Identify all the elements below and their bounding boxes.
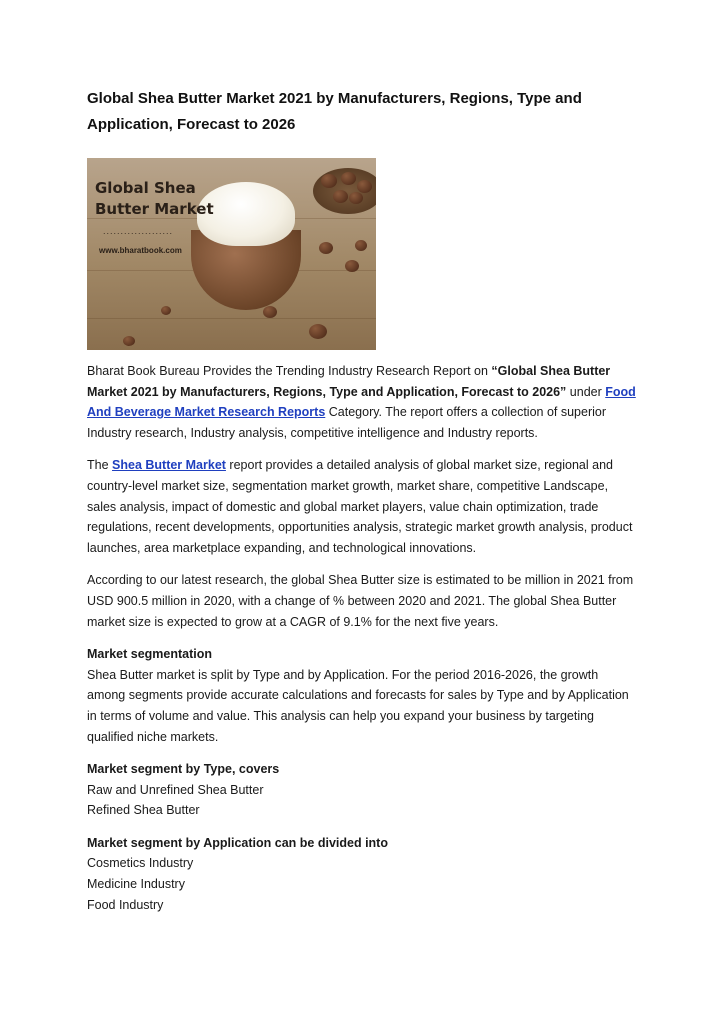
document-title: [87, 86, 637, 138]
list-item: Raw and Unrefined Shea Butter: [87, 782, 264, 797]
type-heading: Market segment by Type, covers: [87, 762, 280, 777]
research-paragraph: According to our latest research, the global Shea Butter size is estimated to be million in 2021 from USD 900.5 million in 2020, with a change of % between 2020 and 2021. The global Shea Butter market size is expected to grow at a CAGR of 9.1% for the next five years.: [87, 573, 634, 629]
hero-divider: ....................: [103, 226, 174, 236]
list-item: Refined Shea Butter: [87, 803, 200, 818]
list-item: Cosmetics Industry: [87, 856, 194, 871]
document-content: [87, 86, 637, 927]
application-section: [87, 833, 637, 915]
list-item: Food Industry: [87, 897, 164, 912]
segmentation-heading: Market segmentation: [87, 647, 213, 662]
category-link[interactable]: Food And Beverage Market Research Reports: [87, 384, 636, 420]
type-section: [87, 759, 637, 821]
title-line-1: Global Shea Butter Market 2021 by Manufacturers, Regions, Type and: [87, 90, 582, 107]
application-heading: Market segment by Application can be divided into: [87, 835, 388, 850]
segmentation-section: [87, 644, 637, 747]
title-line-2: Application, Forecast to 2026: [87, 116, 296, 133]
shea-butter-market-link[interactable]: Shea Butter Market: [112, 458, 226, 473]
hero-title: Global Shea Butter Market: [95, 179, 214, 218]
hero-image: [87, 158, 376, 350]
list-item: Medicine Industry: [87, 877, 185, 892]
report-name: “Global Shea Butter Market 2021 by Manufacturers, Regions, Type and Application, Forecast to 2026”: [87, 364, 611, 399]
intro-paragraph: Bharat Book Bureau Provides the Trending Industry Research Report on “Global Shea Butter Market 2021 by Manufacturers, Regions, Type and Application, Forecast to 2026” under Food And Beverage Market Research Reports Category. The report offers a collection of superior Industry research, Industry analysis, competitive intelligence and Industry reports.: [87, 364, 636, 440]
segmentation-text: Shea Butter market is split by Type and by Application. For the period 2016-2026, the growth among segments provide accurate calculations and forecasts for sales by Type and by Application in terms of volume and value. This analysis can help you expand your business by targeting qualified niche markets.: [87, 667, 629, 744]
analysis-paragraph: The Shea Butter Market report provides a detailed analysis of global market size, regional and country-level market size, segmentation market growth, market share, competitive Landscape, sales analysis, impact of domestic and global market players, value chain optimization, trade regulations, recent developments, opportunities analysis, strategic market growth analysis, product launches, area marketplace expanding, and technological innovations.: [87, 458, 633, 555]
hero-url: www.bharatbook.com: [99, 246, 182, 255]
